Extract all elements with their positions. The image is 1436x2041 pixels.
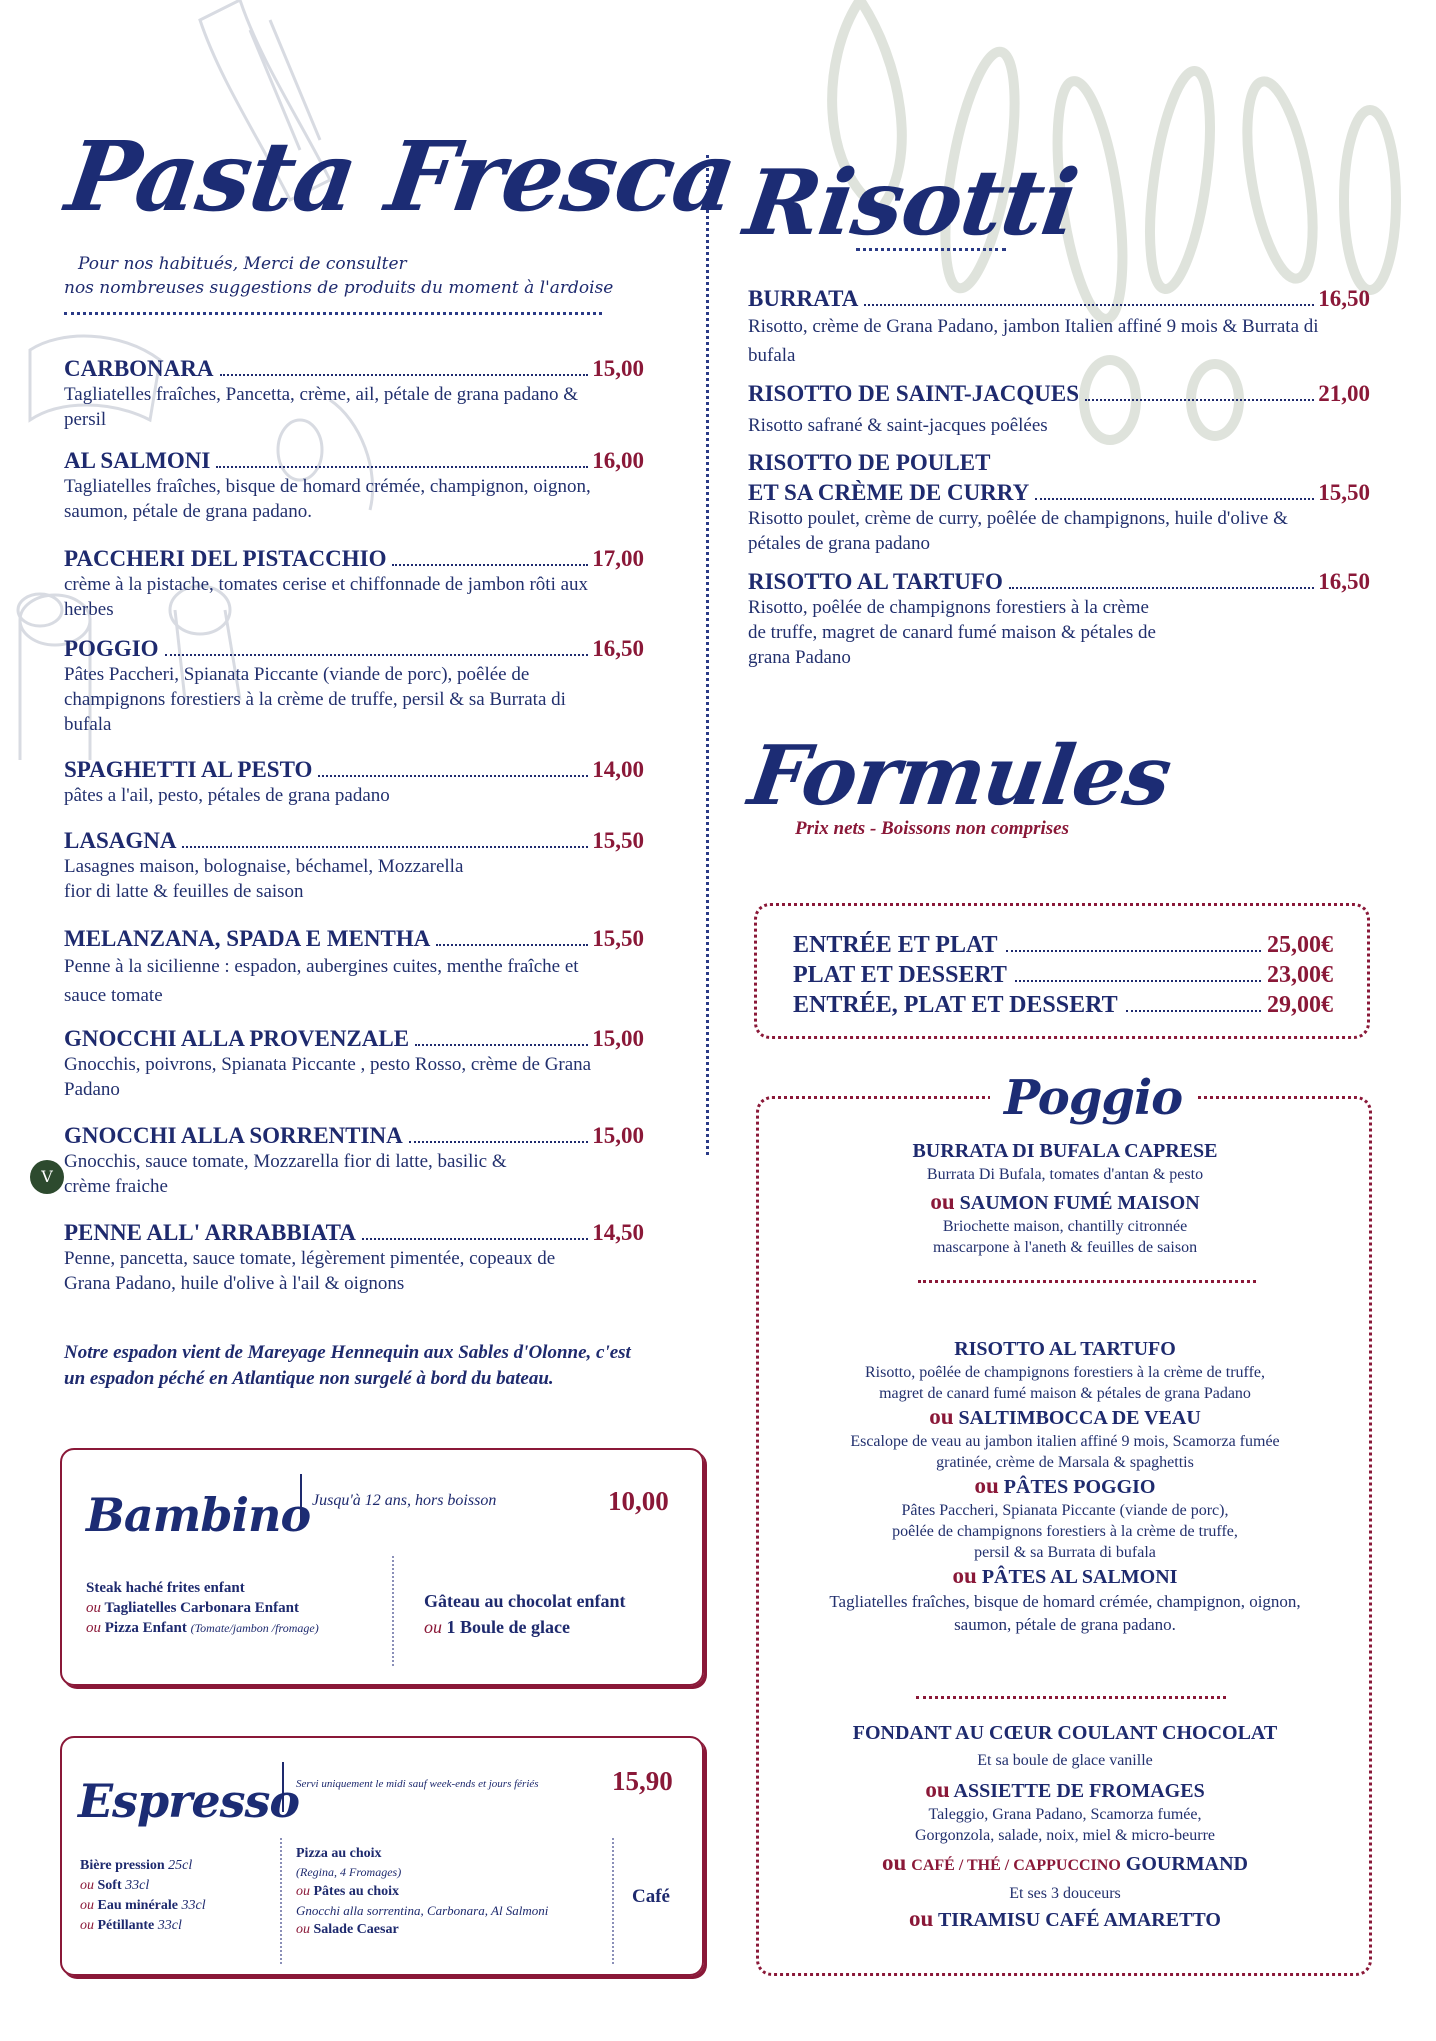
- item-price: 15,00: [592, 1026, 644, 1051]
- or-label: ou: [296, 1922, 310, 1937]
- formule-label: ENTRÉE, PLAT ET DESSERT: [793, 992, 1118, 1018]
- or-label: ou: [296, 1884, 310, 1899]
- entree-2-desc-2: mascarpone à l'aneth & feuilles de saison: [932, 1239, 1198, 1256]
- bambino-title: Bambino: [86, 1488, 311, 1542]
- espresso-divider-1: [280, 1838, 282, 1964]
- bambino-dessert-2: 1 Boule de glace: [446, 1617, 570, 1637]
- plat-2-desc-2: gratinée, crème de Marsala & spaghettis: [936, 1454, 1194, 1471]
- or-label: ou: [930, 1189, 955, 1214]
- dessert-1-name: FONDANT AU CŒUR COULANT CHOCOLAT: [852, 1722, 1278, 1744]
- dessert-3-name: CAFÉ / THÉ / CAPPUCCINO: [911, 1857, 1121, 1874]
- item-name: PACCHERI DEL PISTACCHIO: [64, 546, 387, 571]
- bambino-main-3-note: (Tomate/jambon /fromage): [190, 1621, 319, 1635]
- dessert-3-desc: Et ses 3 douceurs: [1009, 1885, 1121, 1902]
- espresso-condition: Servi uniquement le midi sauf week-ends et jours fériés: [296, 1778, 539, 1790]
- risotti-underline: [856, 248, 1006, 251]
- plat-2-name: SALTIMBOCCA DE VEAU: [958, 1407, 1201, 1429]
- formule-line-entree-plat-dessert: [793, 990, 1333, 1020]
- item-name: GNOCCHI ALLA SORRENTINA: [64, 1123, 403, 1148]
- item-description: Tagliatelles fraîches, bisque de homard crémée, champignon, oignon, saumon, pétale de grana padano.: [64, 476, 591, 522]
- item-name: CARBONARA: [64, 356, 214, 381]
- item-price: 15,50: [1318, 480, 1370, 505]
- entree-2-name: SAUMON FUMÉ MAISON: [959, 1192, 1200, 1214]
- item-name: LASAGNA: [64, 828, 177, 853]
- or-label: ou: [952, 1563, 977, 1588]
- or-label: ou: [925, 1777, 950, 1802]
- dot-leader: [182, 846, 588, 848]
- dot-leader: [1126, 1010, 1261, 1012]
- risotti-section-title: Risotti: [738, 150, 1084, 256]
- or-label: ou: [929, 1404, 954, 1429]
- formule-label: ENTRÉE ET PLAT: [793, 932, 998, 958]
- drink-2: Soft: [97, 1878, 122, 1893]
- entree-2-desc-1: Briochette maison, chantilly citronnée: [942, 1218, 1188, 1235]
- dot-leader: [1009, 587, 1314, 589]
- item-description: Risotto, crème de Grana Padano, jambon Italien affiné 9 mois & Burrata di bufala: [748, 316, 1319, 366]
- poggio-title: Poggio: [990, 1070, 1196, 1126]
- plat-4-desc-1: Tagliatelles fraîches, bisque de homard crémée, champignon, oignon,: [829, 1592, 1301, 1611]
- item-price: 15,50: [592, 828, 644, 853]
- espresso-divider-2: [612, 1838, 614, 1964]
- item-description: Risotto safrané & saint-jacques poêlées: [748, 415, 1048, 436]
- menu-item-paccheri-pistacchio: [64, 546, 644, 622]
- poggio-separator-2: [916, 1696, 1226, 1699]
- item-description: Tagliatelles fraîches, Pancetta, crème, ail, pétale de grana padano & persil: [64, 384, 579, 430]
- or-label: ou: [86, 1620, 101, 1636]
- menu-item-risotto-saint-jacques: [748, 381, 1370, 438]
- formule-line-plat-dessert: [793, 960, 1333, 990]
- or-label: ou: [80, 1878, 94, 1893]
- pasta-separator: [64, 312, 602, 315]
- or-label: ou: [909, 1906, 934, 1931]
- pasta-intro-line1: Pour nos habitués, Merci de consulter: [78, 254, 407, 274]
- poggio-plats: [760, 1336, 1370, 1636]
- item-price: 16,50: [1318, 286, 1370, 311]
- or-label: ou: [881, 1850, 907, 1875]
- entree-1-desc: Burrata Di Bufala, tomates d'antan & pesto: [926, 1166, 1204, 1183]
- plat-1-desc-1: Risotto, poêlée de champignons forestiers à la crème de truffe,: [864, 1364, 1265, 1381]
- espresso-box: [60, 1736, 704, 1976]
- dot-leader: [362, 1238, 588, 1240]
- plat-1-desc-2: magret de canard fumé maison & pétales de grana Padano: [879, 1385, 1251, 1402]
- formule-price: 25,00€: [1267, 932, 1333, 958]
- espresso-dishes: [296, 1844, 548, 1939]
- dessert-2-name: ASSIETTE DE FROMAGES: [953, 1780, 1205, 1802]
- dish-1: Pizza au choix: [296, 1846, 382, 1861]
- column-divider: [706, 155, 709, 1155]
- formule-price: 23,00€: [1267, 962, 1333, 988]
- item-name: RISOTTO DE SAINT-JACQUES: [748, 381, 1080, 406]
- espresso-coffee: Café: [632, 1886, 670, 1907]
- pasta-intro: [64, 252, 624, 300]
- pasta-intro-line2: nos nombreuses suggestions de produits du moment à l'ardoise: [64, 278, 614, 298]
- pasta-section-title: Pasta Fresca: [60, 120, 743, 233]
- item-name: GNOCCHI ALLA PROVENZALE: [64, 1026, 410, 1051]
- menu-item-al-salmoni: [64, 448, 644, 524]
- formule-price: 29,00€: [1267, 992, 1333, 1018]
- poggio-desserts: [760, 1720, 1370, 1933]
- item-description: Penne, pancetta, sauce tomate, légèrement pimentée, copeaux de Grana Padano, huile d'olive à l'ail & oignons: [64, 1248, 556, 1294]
- item-name: ET SA CRÈME DE CURRY: [748, 480, 1030, 505]
- dot-leader: [1035, 498, 1314, 500]
- plat-3-desc-2: poêlée de champignons forestiers à la crème de truffe,: [892, 1523, 1238, 1540]
- item-description: Gnocchis, sauce tomate, Mozzarella fior di latte, basilic & crème fraiche: [64, 1151, 507, 1197]
- poggio-separator-1: [918, 1280, 1256, 1283]
- menu-item-gnocchi-sorrentina: [64, 1123, 644, 1199]
- item-name-line1: RISOTTO DE POULET: [748, 450, 991, 475]
- dish-1-note: (Regina, 4 Fromages): [296, 1865, 402, 1879]
- item-price: 14,50: [592, 1220, 644, 1245]
- dish-2-note: Gnocchi alla sorrentina, Carbonara, Al Salmoni: [296, 1903, 549, 1918]
- plat-3-desc-1: Pâtes Paccheri, Spianata Piccante (viande de porc),: [901, 1502, 1229, 1519]
- bambino-column-divider: [392, 1556, 394, 1666]
- plat-3-name: PÂTES POGGIO: [1003, 1476, 1156, 1498]
- menu-item-spaghetti-pesto: [64, 757, 644, 808]
- bambino-main-1: Steak haché frites enfant: [86, 1580, 245, 1596]
- menu-item-risotto-poulet: [748, 450, 1370, 556]
- menu-item-burrata-risotto: [748, 286, 1370, 370]
- espresso-title-bar: [282, 1762, 284, 1812]
- dot-leader: [1006, 950, 1261, 952]
- item-price: 15,00: [592, 356, 644, 381]
- swordfish-origin-note: Notre espadon vient de Mareyage Hennequin aux Sables d'Olonne, c'est un espadon péché en Atlantique non surgelé à bord du bateau.: [64, 1342, 631, 1389]
- bambino-dessert-1: Gâteau au chocolat enfant: [424, 1591, 626, 1611]
- item-name: BURRATA: [748, 286, 859, 311]
- or-label: ou: [86, 1600, 101, 1616]
- or-label: ou: [424, 1617, 442, 1637]
- item-price: 17,00: [592, 546, 644, 571]
- item-description: Risotto, poêlée de champignons forestiers à la crème de truffe, magret de canard fumé maison & pétales de grana Padano: [748, 597, 1156, 668]
- dish-3: Salade Caesar: [313, 1922, 399, 1937]
- drink-2-volume: 33cl: [125, 1878, 150, 1893]
- plat-1-name: RISOTTO AL TARTUFO: [954, 1338, 1176, 1360]
- menu-item-melanzana: [64, 926, 644, 1010]
- item-description: Risotto poulet, crème de curry, poêlée de champignons, huile d'olive & pétales de grana padano: [748, 508, 1288, 554]
- menu-item-penne-arrabbiata: [64, 1220, 644, 1296]
- bambino-desserts: [424, 1588, 626, 1640]
- menu-item-poggio: [64, 636, 644, 737]
- formule-label: PLAT ET DESSERT: [793, 962, 1007, 988]
- dot-leader: [415, 1044, 588, 1046]
- dessert-1-desc: Et sa boule de glace vanille: [977, 1752, 1153, 1769]
- drink-4: Pétillante: [97, 1918, 155, 1933]
- dot-leader: [165, 654, 589, 656]
- drink-4-volume: 33cl: [157, 1918, 182, 1933]
- dot-leader: [1015, 980, 1261, 982]
- plat-4-name: PÂTES AL SALMONI: [981, 1566, 1178, 1588]
- dot-leader: [409, 1141, 589, 1143]
- item-name: PENNE ALL' ARRABBIATA: [64, 1220, 356, 1245]
- bambino-title-bar: [300, 1474, 302, 1524]
- item-price: 15,50: [592, 926, 644, 951]
- vegetarian-badge: V: [30, 1160, 64, 1194]
- bambino-mains: [86, 1578, 319, 1638]
- item-price: 15,00: [592, 1123, 644, 1148]
- or-label: ou: [80, 1898, 94, 1913]
- formules-box: [754, 903, 1370, 1039]
- poggio-entrees: [760, 1138, 1370, 1258]
- menu-item-risotto-tartufo: [748, 569, 1370, 670]
- dessert-2-desc-2: Gorgonzola, salade, noix, miel & micro-beurre: [914, 1827, 1216, 1844]
- menu-item-lasagna: [64, 828, 644, 904]
- dot-leader: [436, 944, 588, 946]
- plat-4-desc-2: saumon, pétale de grana padano.: [954, 1615, 1176, 1634]
- item-price: 16,50: [592, 636, 644, 661]
- formules-subtitle: Prix nets - Boissons non comprises: [795, 818, 1069, 839]
- espresso-drinks: [80, 1856, 206, 1936]
- espresso-price: 15,90: [612, 1766, 673, 1796]
- item-price: 14,00: [592, 757, 644, 782]
- bambino-main-3: Pizza Enfant: [104, 1620, 187, 1636]
- item-name: SPAGHETTI AL PESTO: [64, 757, 313, 782]
- item-description: Gnocchis, poivrons, Spianata Piccante , pesto Rosso, crème de Grana Padano: [64, 1054, 592, 1100]
- dot-leader: [864, 304, 1314, 306]
- menu-item-carbonara: [64, 356, 644, 432]
- drink-1: Bière pression: [80, 1858, 165, 1873]
- dot-leader: [216, 466, 588, 468]
- item-description: Lasagnes maison, bolognaise, béchamel, Mozzarella fior di latte & feuilles de saison: [64, 856, 464, 902]
- dish-2: Pâtes au choix: [313, 1884, 400, 1899]
- bambino-price: 10,00: [608, 1486, 669, 1516]
- plat-3-desc-3: persil & sa Burrata di bufala: [974, 1544, 1156, 1561]
- item-name: POGGIO: [64, 636, 159, 661]
- item-price: 16,50: [1318, 569, 1370, 594]
- plat-2-desc-1: Escalope de veau au jambon italien affiné 9 mois, Scamorza fumée: [850, 1433, 1280, 1450]
- or-label: ou: [80, 1918, 94, 1933]
- dessert-2-desc-1: Taleggio, Grana Padano, Scamorza fumée,: [928, 1806, 1202, 1823]
- entree-1-name: BURRATA DI BUFALA CAPRESE: [912, 1140, 1218, 1162]
- item-name: AL SALMONI: [64, 448, 211, 473]
- dot-leader: [1085, 399, 1314, 401]
- dessert-4-name: TIRAMISU CAFÉ AMARETTO: [937, 1909, 1221, 1931]
- formule-line-entree-plat: [793, 930, 1333, 960]
- item-description: Pâtes Paccheri, Spianata Piccante (viande de porc), poêlée de champignons forestiers à la crème de truffe, persil & sa Burrata di bufala: [64, 664, 566, 735]
- dot-leader: [220, 374, 589, 376]
- formules-section-title: Formules: [743, 728, 1177, 824]
- bambino-condition: Jusqu'à 12 ans, hors boisson: [312, 1492, 497, 1509]
- menu-item-gnocchi-provenzale: [64, 1026, 644, 1102]
- or-label: ou: [974, 1473, 999, 1498]
- item-price: 16,00: [592, 448, 644, 473]
- item-name: MELANZANA, SPADA E MENTHA: [64, 926, 431, 951]
- drink-3-volume: 33cl: [181, 1898, 206, 1913]
- item-description: pâtes a l'ail, pesto, pétales de grana padano: [64, 785, 390, 806]
- drink-3: Eau minérale: [97, 1898, 178, 1913]
- dot-leader: [318, 775, 588, 777]
- bambino-box: [60, 1448, 704, 1686]
- bambino-main-2: Tagliatelles Carbonara Enfant: [104, 1600, 299, 1616]
- item-description: crème à la pistache, tomates cerise et chiffonnade de jambon rôti aux herbes: [64, 574, 589, 620]
- item-name: RISOTTO AL TARTUFO: [748, 569, 1003, 594]
- drink-1-volume: 25cl: [168, 1858, 193, 1873]
- espresso-title: Espresso: [78, 1774, 300, 1828]
- dot-leader: [392, 564, 588, 566]
- dessert-3-name-b: GOURMAND: [1125, 1853, 1248, 1875]
- item-price: 21,00: [1318, 381, 1370, 406]
- item-description: Penne à la sicilienne : espadon, aubergines cuites, menthe fraîche et sauce tomate: [64, 956, 579, 1006]
